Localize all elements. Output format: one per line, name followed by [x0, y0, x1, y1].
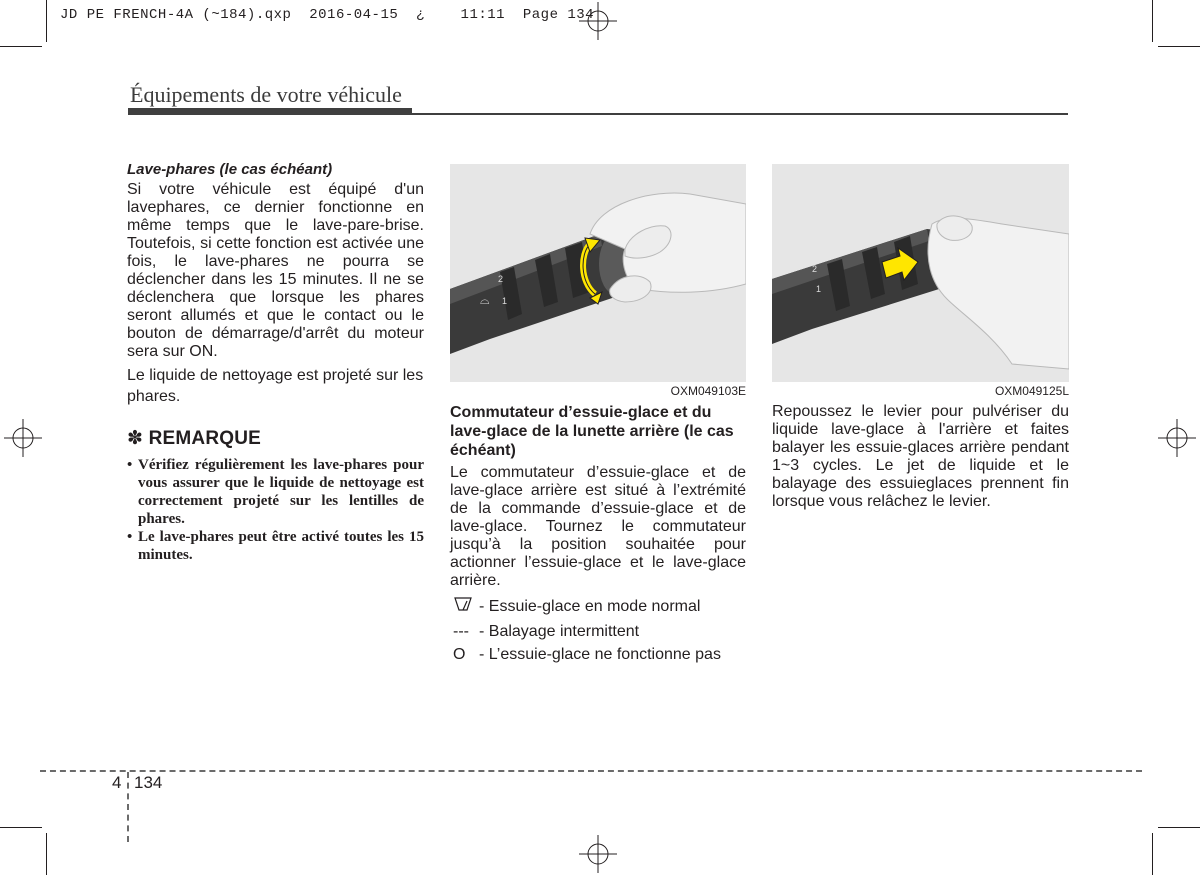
column-rear-washer: [772, 403, 1069, 511]
svg-text:2: 2: [812, 264, 818, 274]
rear-wiper-heading: Commutateur d’essuie-glace et du lave-glace de la lunette arrière (le cas échéant): [450, 404, 734, 459]
column-rear-wiper-switch: [450, 403, 746, 664]
page-number: 134: [134, 773, 163, 792]
crop-mark-bottom-right-v: [1152, 833, 1153, 875]
figure1-caption: OXM049103E: [670, 384, 746, 398]
svg-text:⌓: ⌓: [480, 293, 490, 307]
crop-mark-top-right-h: [1158, 46, 1200, 47]
svg-text:1: 1: [816, 284, 822, 294]
mode-text: - Essuie-glace en mode normal: [479, 597, 701, 615]
svg-text:2: 2: [498, 274, 504, 284]
mode-text: - Balayage intermittent: [479, 623, 640, 640]
wiper-icon: [450, 595, 479, 618]
remarque-item: • Le lave-phares peut être activé toutes les 15 minutes.: [127, 528, 424, 564]
footer-divider: [127, 772, 129, 842]
remarque-title: ✽ REMARQUE: [127, 428, 262, 449]
print-header: JD PE FRENCH-4A (~184).qxp 2016-04-15 ¿ 11:11 Page 134: [60, 7, 595, 23]
figure2-caption: OXM049125L: [994, 384, 1069, 398]
crop-mark-top-right-v: [1152, 0, 1153, 42]
crop-mark-bottom-left-h: [0, 827, 42, 828]
headlamp-washer-fluid-paragraph: Le liquide de nettoyage est projeté sur les phares.: [127, 367, 424, 405]
figure-rear-wiper-rotate: [450, 164, 746, 382]
registration-mark-bottom: [579, 835, 617, 873]
headlamp-washer-subhead: Lave-phares (le cas échéant): [127, 161, 333, 178]
footer-rule: [40, 770, 1142, 772]
remarque-item: • Vérifiez régulièrement les lave-phares pour vous assurer que le liquide de nettoyage est correctement projeté sur les lentilles de phares.: [127, 456, 424, 528]
stalk-rotate-illustration: [450, 164, 746, 382]
svg-text:1: 1: [502, 296, 508, 306]
mode-row-off: [450, 646, 746, 664]
title-rule-thin: [412, 113, 1068, 115]
registration-mark-right: [1158, 419, 1196, 457]
mode-row-normal: [450, 595, 746, 618]
crop-mark-bottom-right-h: [1158, 827, 1200, 828]
crop-mark-top-left-v: [46, 0, 47, 42]
column-headlamp-washer: [127, 161, 424, 564]
rear-wiper-paragraph: Le commutateur d’essuie-glace et de lave-glace arrière est situé à l’extrémité de la commande d’essuie-glace et de lave-glace. Tournez le commutateur jusqu’à la position souhaitée pour actionner l’essuie-glace et le lave-glace arrière.: [450, 464, 746, 589]
rear-washer-paragraph: Repoussez le levier pour pulvériser du liquide lave-glace à l'arrière et faites balayer les essuie-glaces arrière pendant 1~3 cycles. Le jet de liquide et le balayage des essuieglaces prennent fin lorsque vous relâchez le levier.: [772, 403, 1069, 510]
registration-mark-top: [579, 2, 617, 40]
mode-symbol: O: [453, 646, 466, 663]
figure-rear-washer-push: [772, 164, 1069, 382]
remarque-list: [127, 456, 424, 564]
crop-mark-bottom-left-v: [46, 833, 47, 875]
mode-text: - L’essuie-glace ne fonctionne pas: [479, 646, 721, 663]
registration-mark-left: [4, 419, 42, 457]
mode-row-intermittent: [450, 623, 746, 641]
chapter-number: 4: [112, 773, 122, 792]
section-title: Équipements de votre véhicule: [130, 82, 402, 107]
title-rule-thick: [128, 108, 412, 115]
stalk-push-illustration: [772, 164, 1069, 382]
crop-mark-top-left-h: [0, 46, 42, 47]
mode-symbol: ---: [453, 623, 469, 640]
headlamp-washer-paragraph: Si votre véhicule est équipé d'un lavephares, ce dernier fonctionne en même temps que le lave-pare-brise. Toutefois, si cette fonction est activée une fois, le lave-phares ne pourra se déclencher dans les 15 minutes. Il ne se déclenchera que lorsque les phares seront allumés et que le contact ou le bouton de démarrage/d'arrêt du moteur sera sur ON.: [127, 181, 424, 360]
